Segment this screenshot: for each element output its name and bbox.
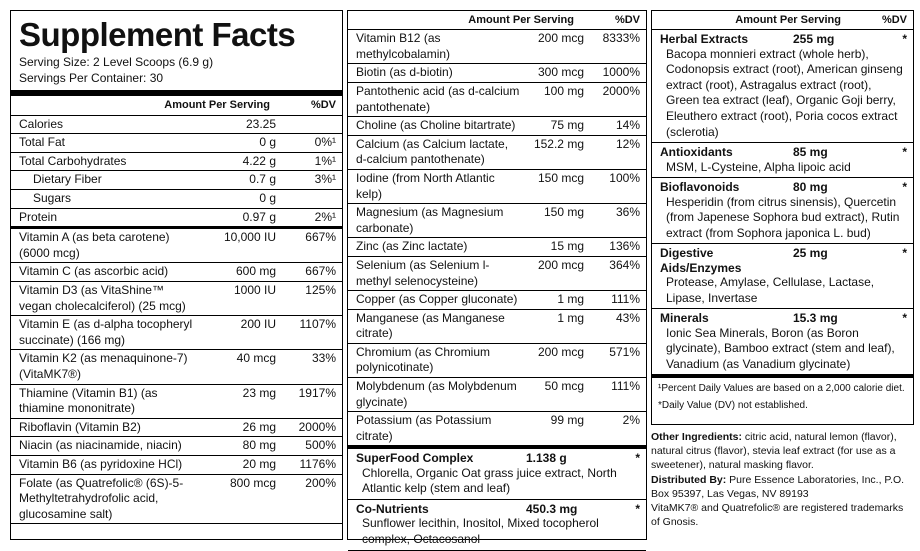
nutrient-row <box>11 475 342 525</box>
footnotes <box>652 378 913 417</box>
blend-item <box>652 30 913 143</box>
nutrient-dv: 111% <box>611 292 640 307</box>
nutrient-amount: 200 mcg <box>537 257 584 272</box>
nutrient-amount: 200 IU <box>240 317 276 332</box>
nutrient-dv: 2000% <box>602 83 640 98</box>
blend-item <box>652 244 913 309</box>
other-ingredients-label: Other Ingredients: <box>651 431 743 443</box>
nutrient-row <box>11 350 342 384</box>
blend-list-2 <box>348 446 646 550</box>
blend-item <box>348 449 646 500</box>
blend-star: * <box>635 502 640 517</box>
nutrient-name: Vitamin A (as beta carotene) (6000 mcg) <box>19 230 170 260</box>
nutrient-amount: 1000 IU <box>233 283 276 298</box>
nutrient-amount: 0 g <box>259 135 276 150</box>
nutrient-dv: 111% <box>611 379 640 394</box>
blend-name: SuperFood Complex <box>356 451 474 466</box>
nutrient-name: Total Carbohydrates <box>19 153 127 168</box>
nutrient-name: Calories <box>19 116 64 131</box>
nutrient-name: Riboflavin (Vitamin B2) <box>19 419 141 434</box>
nutrient-name: Vitamin B12 (as methylcobalamin) <box>356 31 451 61</box>
nutrient-amount: 10,000 IU <box>223 230 276 245</box>
nutrient-name: Chromium (as Chromium polynicotinate) <box>356 344 491 375</box>
nutrient-name: Niacin (as niacinamide, niacin) <box>19 438 182 453</box>
blend-ingredients: Hesperidin (from citrus sinensis), Quercetin (from Japenese Sophora bud extract), Rutin extract (from Sophora japonica L. bud) <box>666 194 900 240</box>
nutrient-name: Manganese (as Manganese citrate) <box>356 310 505 341</box>
trademarks: VitaMK7® and Quatrefolic® are registered trademarks of Gnosis. <box>651 501 904 529</box>
dv-header: %DV <box>614 14 640 26</box>
blend-name: Minerals <box>660 311 709 326</box>
nutrient-name: Selenium (as Selenium l-methyl selenocysteine) <box>356 257 490 288</box>
nutrient-dv: 1000% <box>602 65 640 80</box>
nutrient-amount: 4.22 g <box>242 153 276 168</box>
nutrient-name: Zinc (as Zinc lactate) <box>356 239 468 254</box>
blend-amount: 85 mg <box>793 145 828 160</box>
nutrient-amount: 20 mg <box>242 456 276 471</box>
nutrient-name: Choline (as Choline bitartrate) <box>356 118 516 133</box>
blend-ingredients: Protease, Amylase, Cellulase, Lactase, Lipase, Invertase <box>666 275 875 305</box>
blend-item <box>652 309 913 375</box>
nutrient-row <box>348 117 646 136</box>
nutrient-row <box>11 134 342 153</box>
nutrient-name: Biotin (as d-biotin) <box>356 65 453 80</box>
blend-name: Bioflavonoids <box>660 180 740 195</box>
nutrient-name: Protein <box>19 209 58 224</box>
nutrient-amount: 0 g <box>259 191 276 206</box>
nutrient-name: Pantothenic acid (as d-calcium pantothenate) <box>356 83 520 114</box>
blend-star: * <box>902 311 907 326</box>
nutrient-row <box>11 209 342 230</box>
nutrient-name: Sugars <box>33 191 72 206</box>
nutrient-dv: 33% <box>311 351 336 366</box>
blend-list-3 <box>652 30 913 375</box>
nutrient-dv: 1917% <box>298 385 336 400</box>
nutrient-amount: 23 mg <box>242 385 276 400</box>
page-title: Supplement Facts <box>19 16 296 53</box>
nutrient-row <box>348 83 646 117</box>
nutrient-amount: 23.25 <box>245 116 276 131</box>
nutrient-name: Vitamin K2 (as menaquinone-7) (VitaMK7®) <box>19 351 188 381</box>
dv-header: %DV <box>310 99 336 112</box>
amount-header: Amount Per Serving <box>468 14 574 26</box>
nutrient-row <box>11 456 342 475</box>
other-ingredients <box>651 430 914 473</box>
nutrient-dv: 500% <box>305 438 336 453</box>
nutrient-dv: 667% <box>305 264 336 279</box>
blend-star: * <box>902 145 907 160</box>
nutrient-amount: 0.7 g <box>249 172 276 187</box>
nutrient-dv: 100% <box>609 170 640 185</box>
nutrient-row <box>348 136 646 170</box>
blend-star: * <box>902 32 907 47</box>
distributed-by <box>651 473 914 501</box>
nutrient-row <box>11 419 342 438</box>
nutrient-row <box>11 263 342 282</box>
nutrient-row <box>11 190 342 209</box>
nutrient-name: Copper (as Copper gluconate) <box>356 292 518 307</box>
nutrient-row <box>11 282 342 316</box>
blend-star: * <box>902 246 907 261</box>
nutrient-name: Magnesium (as Magnesium carbonate) <box>356 205 504 235</box>
blend-item <box>348 500 646 551</box>
nutrient-row <box>11 171 342 190</box>
blend-ingredients: MSM, L-Cysteine, Alpha lipoic acid <box>666 159 851 174</box>
nutrient-row <box>348 64 646 83</box>
distributed-by-text: Pure Essence Laboratories, Inc., P.O. Box 95397, Las Vegas, NV 89193 <box>651 473 905 500</box>
serving-size: Serving Size: 2 Level Scoops (6.9 g) <box>19 55 214 70</box>
nutrient-amount: 15 mg <box>550 239 584 254</box>
nutrient-name: Molybdenum (as Molybdenum glycinate) <box>356 379 517 409</box>
blend-item <box>652 178 913 244</box>
nutrient-name: Vitamin D3 (as VitaShine™ vegan cholecalciferol) (25 mcg) <box>19 283 186 313</box>
nutrient-row <box>348 170 646 204</box>
nutrient-amount: 99 mg <box>550 413 584 428</box>
blend-name: Co-Nutrients <box>356 502 429 517</box>
nutrient-dv: 2000% <box>298 419 336 434</box>
nutrient-dv: 0%¹ <box>314 135 336 150</box>
nutrient-name: Calcium (as Calcium lactate, d-calcium pantothenate) <box>356 136 509 167</box>
facts-panel-1 <box>10 10 343 540</box>
nutrient-amount: 200 mcg <box>537 344 584 359</box>
nutrient-amount: 1 mg <box>557 292 584 307</box>
blend-amount: 80 mg <box>793 180 828 195</box>
blend-amount: 1.138 g <box>526 451 567 466</box>
nutrient-row <box>348 30 646 64</box>
nutrient-dv: 1176% <box>299 456 336 471</box>
nutrient-dv: 8333% <box>602 31 640 46</box>
nutrient-dv: 136% <box>609 239 640 254</box>
servings-per-container: Servings Per Container: 30 <box>19 70 164 85</box>
nutrient-row <box>11 116 342 135</box>
nutrient-amount: 150 mcg <box>537 170 584 185</box>
nutrient-name: Vitamin C (as ascorbic acid) <box>19 264 169 279</box>
other-ingredients-text: citric acid, natural lemon (flavor), natural citrus (flavor), stevia leaf extract (for use as a sweetener), natural masking flavor. <box>651 431 897 472</box>
nutrient-dv: 2%¹ <box>314 209 336 224</box>
nutrient-amount: 600 mg <box>235 264 276 279</box>
nutrient-name: Total Fat <box>19 135 66 150</box>
nutrient-dv: 2% <box>622 413 640 428</box>
nutrient-dv: 667% <box>305 230 336 245</box>
blend-amount: 255 mg <box>793 32 835 47</box>
blend-name: Digestive Aids/Enzymes <box>660 246 742 275</box>
blend-ingredients: Sunflower lecithin, Inositol, Mixed tocopherol complex, Octacosanol <box>362 516 599 546</box>
nutrient-row <box>11 229 342 263</box>
blend-name: Herbal Extracts <box>660 32 749 47</box>
column-header <box>348 11 646 30</box>
blend-item <box>652 143 913 178</box>
nutrient-row <box>348 310 646 344</box>
nutrient-name: Vitamin E (as d-alpha tocopheryl succinate) (166 mg) <box>19 317 193 347</box>
nutrient-row <box>348 257 646 291</box>
facts-panel-3 <box>651 10 914 425</box>
nutrient-row <box>348 291 646 310</box>
nutrient-row <box>348 378 646 412</box>
blend-name: Antioxidants <box>660 145 733 160</box>
nutrient-name: Potassium (as Potassium citrate) <box>356 413 492 443</box>
nutrient-dv: 12% <box>615 136 640 151</box>
nutrient-amount: 300 mcg <box>537 65 584 80</box>
blend-amount: 450.3 mg <box>526 502 578 517</box>
nutrient-amount: 0.97 g <box>242 209 276 224</box>
blend-amount: 15.3 mg <box>793 311 838 326</box>
nutrient-row <box>348 204 646 238</box>
nutrient-row <box>11 437 342 456</box>
other-info <box>651 430 914 540</box>
nutrient-amount: 100 mg <box>543 83 584 98</box>
nutrient-dv: 364% <box>609 257 640 272</box>
nutrient-row <box>11 153 342 172</box>
column-header <box>11 96 342 115</box>
nutrient-dv: 1%¹ <box>314 153 336 168</box>
nutrient-dv: 3%¹ <box>314 172 336 187</box>
nutrient-row <box>348 344 646 378</box>
distributed-by-label: Distributed By: <box>651 473 727 486</box>
nutrient-row <box>348 238 646 257</box>
nutrient-name: Folate (as Quatrefolic® (6S)-5-Methyltetrahydrofolic acid, glucosamine salt) <box>19 475 184 521</box>
nutrient-name: Vitamin B6 (as pyridoxine HCl) <box>19 456 183 471</box>
blend-ingredients: Chlorella, Organic Oat grass juice extract, North Atlantic kelp (stem and leaf) <box>362 465 617 496</box>
nutrient-name: Iodine (from North Atlantic kelp) <box>356 170 495 201</box>
nutrient-list-2 <box>348 30 646 446</box>
nutrient-dv: 14% <box>615 118 640 133</box>
footnote-dv: ¹Percent Daily Values are based on a 2,000 calorie diet. <box>658 383 905 395</box>
nutrient-amount: 152.2 mg <box>533 136 584 151</box>
nutrient-amount: 50 mcg <box>544 379 584 394</box>
nutrient-amount: 40 mcg <box>236 351 276 366</box>
nutrient-dv: 1107% <box>299 317 336 332</box>
nutrient-dv: 43% <box>615 310 640 325</box>
nutrient-dv: 200% <box>305 475 336 490</box>
blend-star: * <box>902 180 907 195</box>
nutrient-amount: 150 mg <box>543 205 584 220</box>
blend-ingredients: Bacopa monnieri extract (whole herb), Codonopsis extract (root), American ginseng extract (root), Astragalus extract (root), Green tea extract (leaf), Organic Goji berry, Eleuthero extract (root), Poria cocos extract (sclerotia) <box>666 46 903 139</box>
nutrient-amount: 1 mg <box>557 310 584 325</box>
nutrient-row <box>11 316 342 350</box>
nutrient-dv: 571% <box>609 344 640 359</box>
blend-star: * <box>635 451 640 466</box>
footnote-star: *Daily Value (DV) not established. <box>658 400 808 412</box>
nutrient-name: Dietary Fiber <box>33 172 102 187</box>
nutrient-row <box>348 412 646 446</box>
nutrient-amount: 200 mcg <box>537 31 584 46</box>
nutrient-name: Thiamine (Vitamin B1) (as thiamine mononitrate) <box>19 385 158 416</box>
nutrient-amount: 26 mg <box>242 419 276 434</box>
amount-header: Amount Per Serving <box>735 14 841 26</box>
amount-header: Amount Per Serving <box>164 99 270 112</box>
facts-panel-2 <box>347 10 647 546</box>
nutrient-row <box>11 385 342 419</box>
dv-header: %DV <box>881 14 907 26</box>
nutrient-dv: 125% <box>305 283 336 298</box>
blend-ingredients: Ionic Sea Minerals, Boron (as Boron glycinate), Bamboo extract (stem and leaf), Vanadium (as Vanadium glycinate) <box>666 325 895 371</box>
nutrient-amount: 75 mg <box>550 118 584 133</box>
nutrient-amount: 800 mcg <box>229 475 276 490</box>
nutrient-list-1 <box>11 116 342 525</box>
blend-amount: 25 mg <box>793 246 828 261</box>
nutrient-amount: 80 mg <box>242 438 276 453</box>
column-header <box>652 11 913 30</box>
nutrient-dv: 36% <box>615 205 640 220</box>
